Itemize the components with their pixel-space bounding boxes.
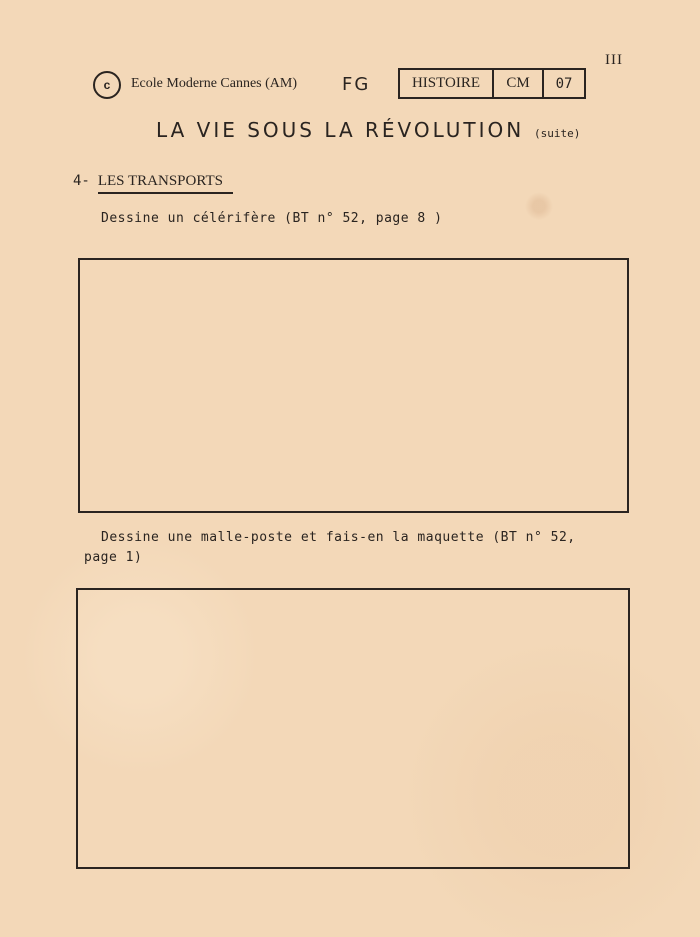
classification-level: CM — [492, 70, 542, 97]
school-name: Ecole Moderne Cannes (AM) — [131, 76, 298, 91]
classification-box — [398, 68, 586, 99]
copyright-badge — [93, 71, 121, 99]
drawing-box-malle-poste[interactable] — [76, 588, 630, 869]
page-title: LA VIE SOUS LA RÉVOLUTION — [156, 118, 525, 142]
page-number: III — [605, 52, 623, 68]
section-label: LES TRANSPORTS — [98, 173, 233, 194]
classification-number: 07 — [542, 70, 584, 97]
classification-subject: HISTOIRE — [411, 75, 481, 91]
series-code: FG — [342, 74, 371, 95]
copyright-symbol: c — [103, 78, 111, 92]
instruction-celerifere: Dessine un célérifère (BT n° 52, page 8 ) — [101, 211, 443, 226]
instruction-malle-poste: Dessine une malle-poste et fais-en la maquette (BT n° 52, page 1) — [84, 530, 576, 565]
drawing-box-celerifere[interactable] — [78, 258, 629, 513]
section-heading — [73, 173, 233, 194]
page-title-suffix: (suite) — [534, 127, 581, 140]
section-number: 4- — [73, 173, 90, 189]
